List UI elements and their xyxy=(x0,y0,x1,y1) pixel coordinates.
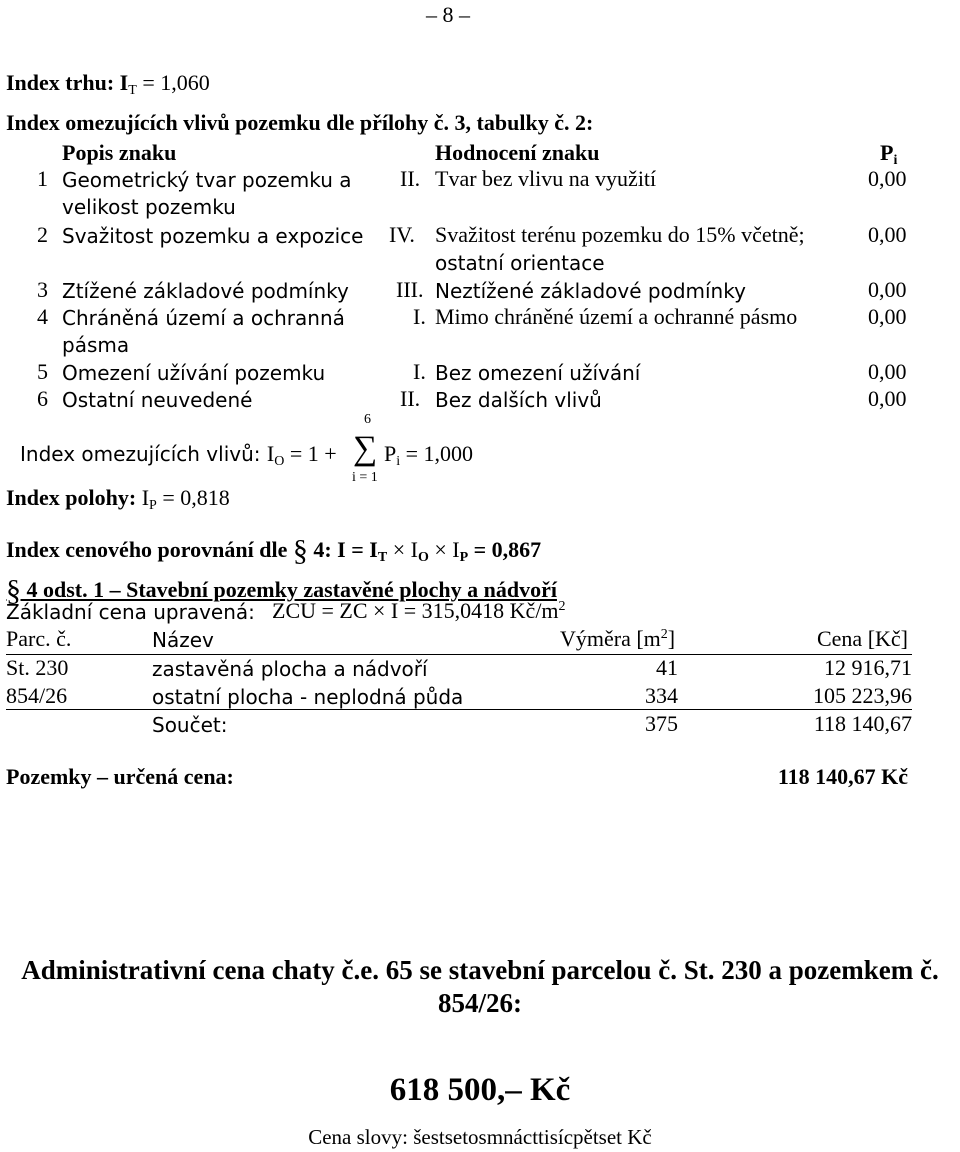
index-cenoveho: Index cenového porovnání dle § 4: I = IT × IO × IP = 0,867 xyxy=(6,534,542,567)
row-4-label: Chráněná území a ochranná xyxy=(62,306,345,330)
formula-io-result: Pi = 1,000 xyxy=(384,441,474,469)
land-row-1-cena: 12 916,71 xyxy=(824,655,912,680)
land-row-1-parc: St. 230 xyxy=(6,655,69,680)
row-2-desc2: ostatní orientace xyxy=(435,251,605,275)
total-divider xyxy=(6,709,912,710)
row-4-roman: I. xyxy=(413,304,426,329)
row-4-desc: Mimo chráněné území a ochranné pásmo xyxy=(435,304,798,329)
row-3-roman: III. xyxy=(396,277,424,302)
row-1-roman: II. xyxy=(400,166,421,191)
land-row-2-vymera: 334 xyxy=(645,683,678,708)
row-6-desc: Bez dalších vlivů xyxy=(435,388,602,412)
row-1-value: 0,00 xyxy=(868,166,907,191)
header-pi: Pi xyxy=(880,140,898,168)
header-popis: Popis znaku xyxy=(62,140,177,165)
row-4-value: 0,00 xyxy=(868,304,907,329)
row-1-label: Geometrický tvar pozemku a xyxy=(62,168,352,192)
zakladni-cena-formula: ZCU = ZC × I = 315,0418 $Kč/m^2$ xyxy=(272,598,566,623)
row-1-num: 1 xyxy=(37,166,48,191)
zakladni-cena-label: Základní cena upravená: xyxy=(6,600,255,624)
land-header-parc: Parc. č. xyxy=(6,626,72,651)
land-row-2-cena: 105 223,96 xyxy=(813,683,912,708)
row-3-desc: Neztížené základové podmínky xyxy=(435,279,746,303)
row-1-desc: Tvar bez vlivu na využití xyxy=(435,166,657,191)
final-price: 618 500,– Kč xyxy=(389,1072,571,1108)
land-row-2-parc: 854/26 xyxy=(6,683,68,708)
row-4-label2: pásma xyxy=(62,333,130,357)
row-2-num: 2 xyxy=(37,222,48,247)
admin-cena-line2: 854/26: xyxy=(438,988,522,1018)
index-trhu: Index trhu: IT = 1,060 xyxy=(6,70,210,98)
row-6-label: Ostatní neuvedené xyxy=(62,388,253,412)
row-5-num: 5 xyxy=(37,359,48,384)
land-row-2-nazev: ostatní plocha - neplodná půda xyxy=(152,685,464,709)
index-trhu-value: = 1,060 xyxy=(136,70,210,95)
index-trhu-label: Index trhu: I xyxy=(6,70,129,95)
row-5-roman: I. xyxy=(413,359,426,384)
row-5-value: 0,00 xyxy=(868,359,907,384)
row-6-roman: II. xyxy=(400,386,421,411)
row-3-num: 3 xyxy=(37,277,48,302)
page-number: – 8 – xyxy=(426,2,470,27)
sum-top: 6 xyxy=(364,412,371,427)
row-4-num: 4 xyxy=(37,304,48,329)
section-4-heading: § 4 odst. 1 – Stavební pozemky zastavěné plochy a nádvoří xyxy=(6,574,557,607)
pozemky-cena-value: 118 140,67 Kč xyxy=(777,764,908,789)
row-2-value: 0,00 xyxy=(868,222,907,247)
land-total-cena: 118 140,67 xyxy=(813,711,912,736)
land-header-cena: Cena [Kč] xyxy=(816,626,908,651)
pozemky-cena-label: Pozemky – určená cena: xyxy=(6,764,234,789)
index-polohy: Index polohy: IP = 0,818 xyxy=(6,485,230,513)
sum-bottom: i = 1 xyxy=(352,470,378,485)
row-5-desc: Bez omezení užívání xyxy=(435,361,641,385)
land-header-nazev: Název xyxy=(152,628,214,652)
admin-cena-line1: Administrativní cena chaty č.e. 65 se stavební parcelou č. St. 230 a pozemkem č. xyxy=(21,955,939,985)
row-1-label2: velikost pozemku xyxy=(62,195,236,219)
row-5-label: Omezení užívání pozemku xyxy=(62,361,326,385)
land-header-vymera: Výměra $[m^2]$ xyxy=(560,626,676,651)
omezujici-heading: Index omezujících vlivů pozemku dle přílohy č. 3, tabulky č. 2: xyxy=(6,110,594,135)
row-2-roman: IV. xyxy=(389,222,415,247)
row-6-num: 6 xyxy=(37,386,48,411)
land-row-1-vymera: 41 xyxy=(656,655,678,680)
sum-icon: ∑ xyxy=(353,430,378,467)
land-row-1-nazev: zastavěná plocha a nádvoří xyxy=(152,657,428,681)
row-2-desc: Svažitost terénu pozemku do 15% včetně; xyxy=(435,222,805,247)
row-3-label: Ztížené základové podmínky xyxy=(62,279,349,303)
row-6-value: 0,00 xyxy=(868,386,907,411)
cena-slovy: Cena slovy: šestsetosmnácttisícpětset Kč xyxy=(308,1125,652,1149)
land-total-vymera: 375 xyxy=(645,711,678,736)
row-2-label: Svažitost pozemku a expozice xyxy=(62,224,364,248)
header-hodnoceni: Hodnocení znaku xyxy=(435,140,600,165)
formula-io: Index omezujících vlivů: IO = 1 + xyxy=(20,441,337,469)
land-total-label: Součet: xyxy=(152,713,228,737)
row-3-value: 0,00 xyxy=(868,277,907,302)
